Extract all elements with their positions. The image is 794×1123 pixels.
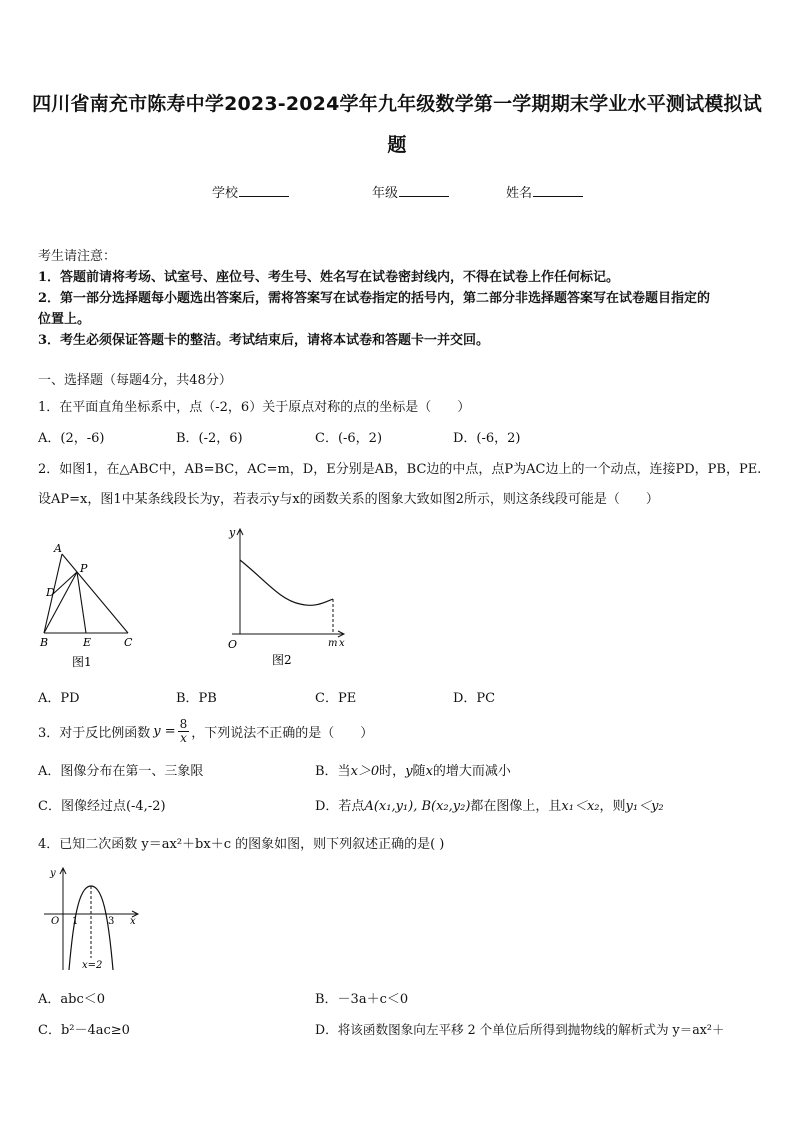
q3-d-points: A(x₁,y₁), B(x₂,y₂) (364, 799, 471, 814)
q2-option-b: B．PB (176, 691, 217, 706)
q3-b-prefix: B．当 (315, 764, 351, 779)
origin-label: O (228, 638, 238, 651)
q3-stem-suffix: ，下列说法不正确的是（ ） (191, 725, 374, 741)
q2-figure-1 (38, 540, 148, 670)
q3-fraction-denominator: x (180, 730, 187, 745)
segment-pb (44, 572, 77, 633)
q4-option-b: B．－3a＋c＜0 (315, 992, 409, 1007)
q4-option-c: C．b²－4ac≥0 (38, 1023, 130, 1038)
q2-option-d: D．PC (453, 691, 496, 706)
school-blank (239, 184, 289, 197)
label-p: P (80, 562, 88, 575)
figure-1-caption: 图1 (72, 655, 92, 669)
label-c: C (124, 636, 133, 649)
q4-option-a: A．abc＜0 (38, 992, 106, 1007)
axis-label-y: y (50, 868, 56, 879)
q1-option-c: C．(-6，2) (315, 431, 383, 446)
q3-d-middle: 都在图像上，且 (470, 799, 562, 814)
label-d: D (46, 586, 55, 599)
q1-stem: 1．在平面直角坐标系中，点（-2，6）关于原点对称的点的坐标是（ ） (38, 400, 471, 415)
q2-figure-2 (220, 520, 355, 670)
q3-b-x: x (425, 764, 433, 779)
q2-option-c: C．PE (315, 691, 357, 706)
grade-label: 年级 (372, 186, 399, 201)
notice-item-3: 3．考生必须保证答题卡的整洁。考试结束后，请将本试卷和答题卡一并交回。 (38, 333, 490, 348)
function-curve (240, 560, 333, 605)
figure-2-caption: 图2 (272, 653, 292, 667)
q3-b-middle: 时， (379, 764, 406, 779)
q3-b-y: y (405, 764, 413, 779)
label-b: B (40, 636, 49, 649)
section-heading: 一、选择题（每题4分，共48分） (38, 373, 232, 388)
q3-option-b (315, 760, 511, 779)
q3-d-condition: x₁＜x₂ (561, 799, 600, 814)
segment-ac (62, 554, 128, 633)
grade-field (372, 182, 449, 201)
q3-b-condition: x＞0 (350, 764, 380, 779)
school-label: 学校 (212, 186, 239, 201)
name-field (506, 182, 583, 201)
name-label: 姓名 (506, 186, 533, 201)
q1-option-a: A．(2，-6) (38, 431, 105, 446)
q3-stem-prefix: 3．对于反比例函数 (38, 725, 151, 741)
q3-fraction-numerator: 8 (179, 716, 188, 731)
q3-d-result: y₁＜y₂ (625, 799, 664, 814)
q3-option-d (315, 795, 664, 814)
q3-d-middle-2: ，则 (599, 799, 626, 814)
notice-item-2: 2．第一部分选择题每小题选出答案后，需将答案写在试卷指定的括号内，第二部分非选择题答案写在试卷题目指定的 (38, 291, 711, 306)
grade-blank (399, 184, 449, 197)
page-title-continued: 题 (387, 134, 407, 156)
q3-stem (38, 714, 373, 748)
school-field (212, 182, 289, 201)
q2-stem-line2: 设AP=x，图1中某条线段长为y，若表示y与x的函数关系的图象大致如图2所示，则这条线段可能是（ ） (38, 492, 659, 507)
tick-label-3: 3 (108, 916, 115, 927)
q3-b-suffix: 的增大而减小 (432, 764, 511, 779)
q1-option-b: B．(-2，6) (176, 431, 243, 446)
q3-b-middle-2: 随 (412, 764, 426, 779)
origin-label: O (51, 916, 60, 927)
q4-stem: 4．已知二次函数 y＝ax²＋bx＋c 的图象如图，则下列叙述正确的是( ) (38, 837, 445, 852)
name-blank (533, 184, 583, 197)
q3-y-equals: y = (153, 723, 176, 739)
label-m: m (328, 638, 338, 649)
q4-parabola-figure (40, 862, 150, 974)
axis-label-y: y (229, 526, 236, 539)
label-a: A (54, 542, 62, 555)
axis-label-x: x (130, 916, 136, 927)
q3-fraction (178, 718, 190, 745)
q3-d-prefix: D．若点 (315, 799, 365, 814)
page-title: 四川省南充市陈寿中学2023-2024学年九年级数学第一学期期末学业水平测试模拟试 (32, 93, 762, 115)
q2-option-a: A．PD (38, 691, 80, 706)
q4-option-d: D．将该函数图象向左平移 2 个单位后所得到抛物线的解析式为 y＝ax²＋ (315, 1022, 725, 1037)
notice-item-1: 1．答题前请将考场、试室号、座位号、考生号、姓名写在试卷密封线内，不得在试卷上作任何标记。 (38, 270, 620, 285)
notice-item-2-continued: 位置上。 (38, 312, 91, 327)
notice-heading: 考生请注意： (38, 249, 117, 264)
tick-label-1: 1 (72, 916, 79, 927)
axis-label-x: x (339, 638, 345, 649)
q2-stem-line1: 2．如图1，在△ABC中，AB=BC，AC=m，D，E分别是AB，BC边的中点，点P为AC边上的一个动点，连接PD，PB，PE. (38, 462, 762, 477)
q3-option-c: C．图像经过点(-4,-2) (38, 799, 166, 814)
q3-option-a: A．图像分布在第一、三象限 (38, 764, 204, 779)
q1-option-d: D．(-6，2) (453, 431, 521, 446)
label-e: E (83, 636, 92, 649)
symmetry-axis-label: x=2 (82, 960, 103, 971)
